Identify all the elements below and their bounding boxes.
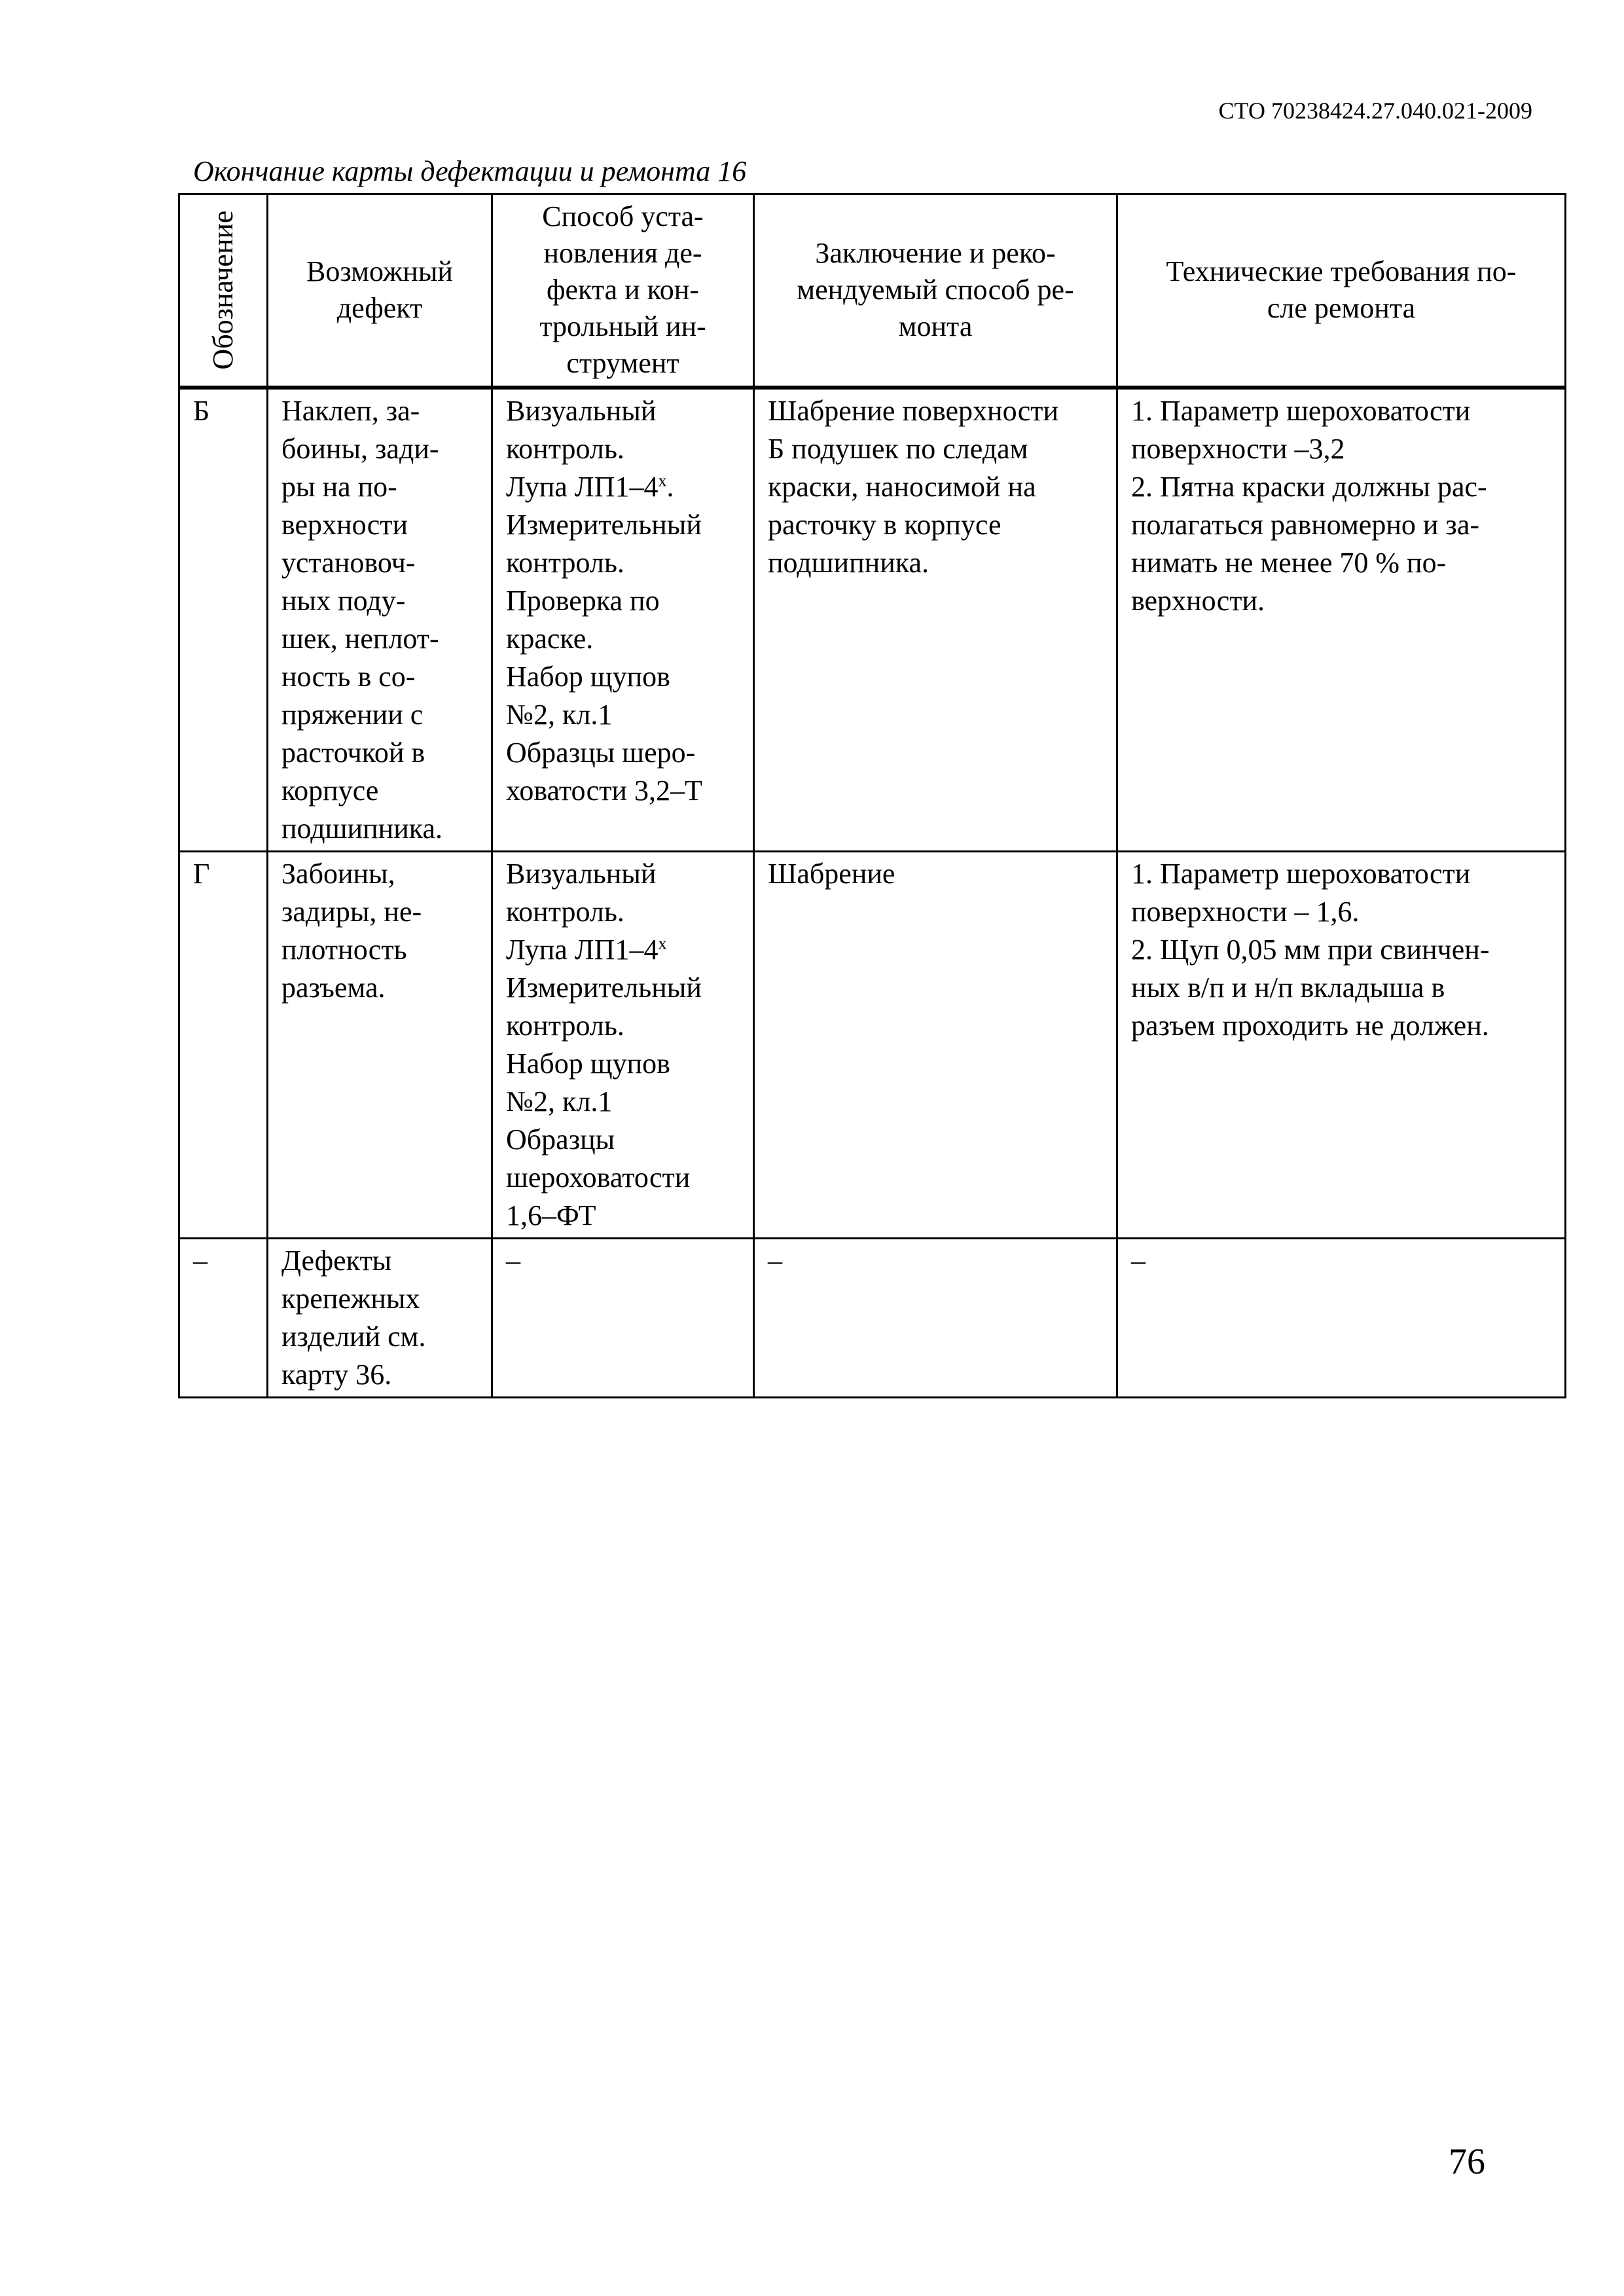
header-designation-label: Обозначение [207,210,239,370]
row-conclusion: Шабрение поверхности Б подушек по следам краски, наносимой на расточку в корпусе подшипника. [754,388,1117,852]
row-method: – [492,1238,754,1397]
row-requirements: 1. Параметр шероховатости поверхности –3,2 2. Пятна краски должны рас- полагаться равномерно и за- нимать не менее 70 % по- верхности. [1117,388,1566,852]
header-conclusion: Заключение и реко- мендуемый способ ре- монта [754,194,1117,388]
defect-repair-table [178,193,1566,1398]
row-requirements: 1. Параметр шероховатости поверхности – 1,6. 2. Щуп 0,05 мм при свинчен- ных в/п и н/п вкладыша в разъем проходить не должен. [1117,851,1566,1238]
table-row [179,851,1566,1238]
header-defect: Возможный дефект [268,194,492,388]
row-method: Визуальный контроль. Лупа $ЛП1-4^х$. Измерительный контроль. Проверка по краске. Набор щупов №2, кл.1 Образцы шеро- ховатости 3,2–Т [492,388,754,852]
row-defect: Дефекты крепежных изделий см. карту 36. [268,1238,492,1397]
row-conclusion: – [754,1238,1117,1397]
row-mark: – [179,1238,268,1397]
row-mark: Г [179,851,268,1238]
row-conclusion: Шабрение [754,851,1117,1238]
row-requirements: – [1117,1238,1566,1397]
table-header-row [179,194,1566,388]
table-row [179,388,1566,852]
row-method: Визуальный контроль. Лупа $ЛП1-4^х$ Измерительный контроль. Набор щупов №2, кл.1 Образцы шероховатости 1,6–ФТ [492,851,754,1238]
row-mark: Б [179,388,268,852]
header-designation [179,194,268,388]
page-number: 76 [1449,2141,1485,2182]
row-defect: Наклеп, за- боины, зади- ры на по- верхности установоч- ных поду- шек, неплот- ность в со- пряжении с расточкой в корпусе подшипника. [268,388,492,852]
header-method: Способ уста- новления де- фекта и кон- трольный ин- струмент [492,194,754,388]
header-requirements: Технические требования по- сле ремонта [1117,194,1566,388]
row-defect: Забоины, задиры, не- плотность разъема. [268,851,492,1238]
document-code: СТО 70238424.27.040.021-2009 [1218,98,1532,124]
table-caption: Окончание карты дефектации и ремонта 16 [193,155,747,187]
table-row [179,1238,1566,1397]
